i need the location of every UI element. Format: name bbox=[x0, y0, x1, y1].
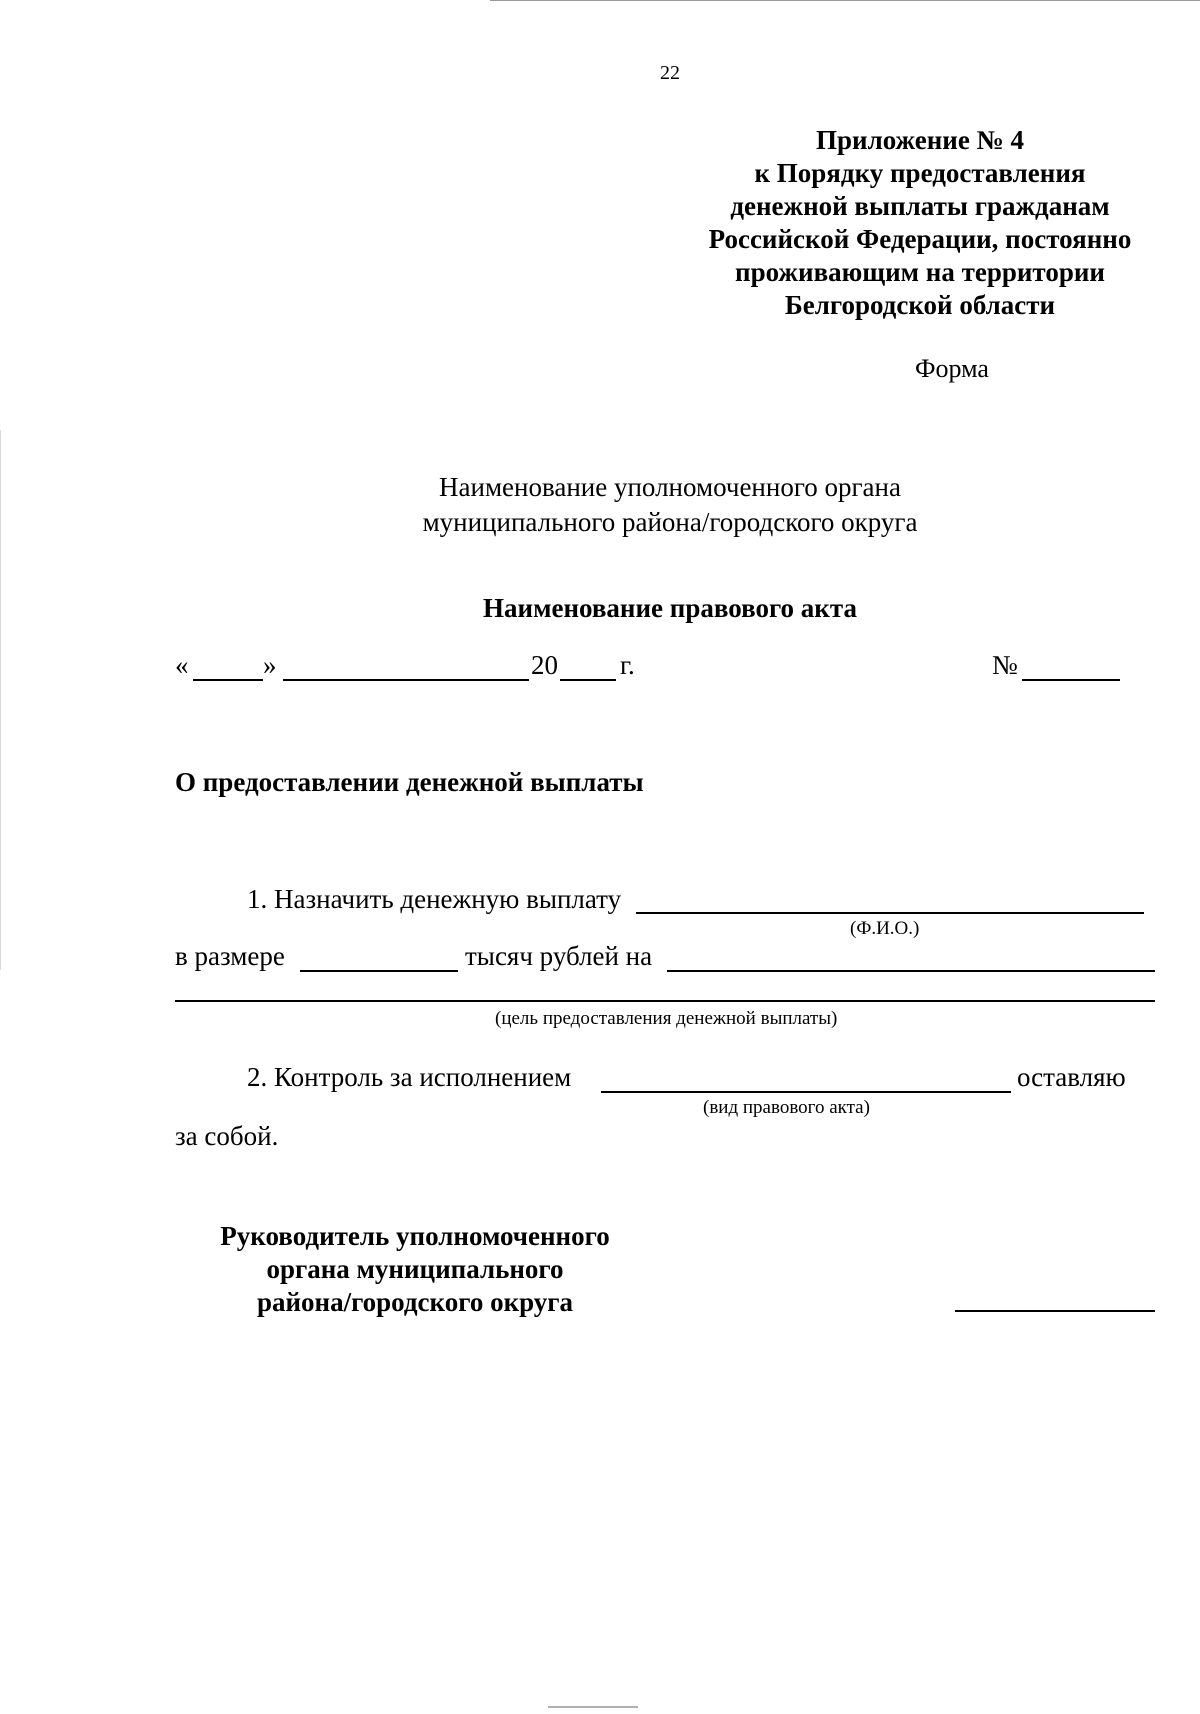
fio-blank-line bbox=[636, 912, 1144, 914]
paragraph-2-end-text: оставляю bbox=[1017, 1062, 1126, 1092]
year-suffix: г. bbox=[620, 650, 635, 680]
act-type-caption: (вид правового акта) bbox=[703, 1097, 870, 1118]
scan-artifact-left-edge bbox=[0, 430, 1, 970]
amount-middle-text: тысяч рублей на bbox=[465, 941, 653, 971]
paragraph-2-text: 2. Контроль за исполнением bbox=[247, 1062, 572, 1092]
appendix-line-6: Белгородской области bbox=[784, 290, 1056, 320]
form-label: Форма bbox=[915, 354, 989, 383]
subject-heading: О предоставлении денежной выплаты bbox=[175, 767, 644, 797]
appendix-header bbox=[630, 124, 1200, 322]
purpose-caption: (цель предоставления денежной выплаты) bbox=[495, 1008, 838, 1029]
amount-prefix: в размере bbox=[175, 941, 285, 971]
date-open-quote: « bbox=[175, 650, 189, 680]
scan-artifact-bottom-line bbox=[548, 1706, 638, 1708]
appendix-line-4: Российской Федерации, постоянно bbox=[708, 224, 1132, 254]
scan-artifact-top-line bbox=[490, 0, 1200, 1]
signature-block bbox=[200, 1220, 630, 1319]
appendix-line-1: Приложение № 4 bbox=[816, 125, 1024, 155]
authority-line-1: Наименование уполномоченного органа bbox=[439, 472, 901, 502]
amount-blank-line bbox=[300, 970, 458, 972]
paragraph-1-text: 1. Назначить денежную выплату bbox=[247, 884, 622, 914]
purpose-blank-line-1 bbox=[667, 970, 1155, 972]
purpose-blank-line-2 bbox=[175, 1000, 1155, 1002]
number-sign: № bbox=[992, 650, 1018, 680]
year-blank-line bbox=[560, 679, 616, 681]
page-number: 22 bbox=[660, 62, 680, 84]
appendix-line-2: к Порядку предоставления bbox=[754, 158, 1086, 188]
authority-name bbox=[300, 470, 1040, 540]
signature-line-2: органа муниципального bbox=[266, 1254, 564, 1284]
month-blank-line bbox=[283, 679, 529, 681]
number-blank-line bbox=[1022, 679, 1120, 681]
act-title: Наименование правового акта bbox=[483, 593, 857, 623]
signature-line-1: Руководитель уполномоченного bbox=[220, 1221, 610, 1251]
appendix-line-5: проживающим на территории bbox=[735, 257, 1105, 287]
act-type-blank-line bbox=[601, 1091, 1011, 1093]
paragraph-2-continuation: за собой. bbox=[175, 1121, 279, 1151]
year-prefix: 20 bbox=[531, 650, 558, 680]
day-blank-line bbox=[193, 679, 263, 681]
signature-line-3: района/городского округа bbox=[256, 1287, 574, 1317]
appendix-line-3: денежной выплаты гражданам bbox=[730, 191, 1110, 221]
fio-caption: (Ф.И.О.) bbox=[850, 918, 920, 939]
date-close-quote: » bbox=[263, 650, 277, 680]
authority-line-2: муниципального района/городского округа bbox=[422, 507, 918, 537]
signature-blank-line bbox=[955, 1310, 1155, 1312]
